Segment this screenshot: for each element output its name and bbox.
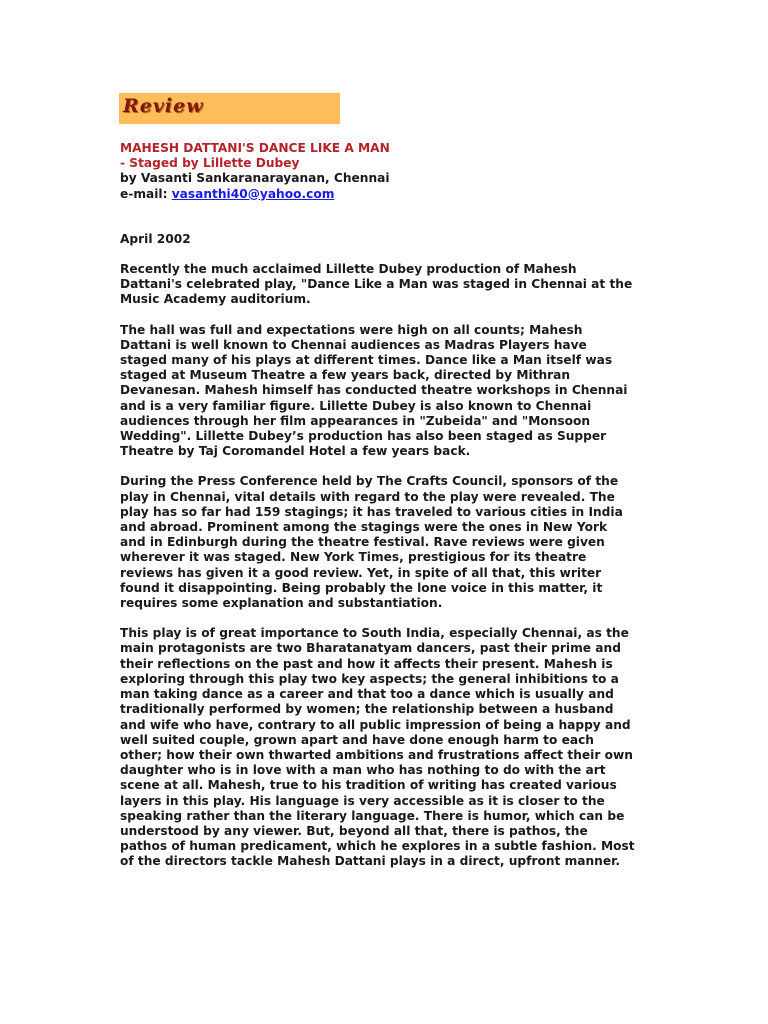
paragraph-line: and wife who have, contrary to all public impression of being a happy and [120, 717, 631, 732]
paragraph-line: well suited couple, grown apart and have done enough harm to each [120, 732, 594, 747]
paragraph-line: traditionally performed by women; the relationship between a husband [120, 702, 614, 717]
paragraph-line: play in Chennai, vital details with regard to the play were revealed. The [120, 489, 615, 504]
paragraph-line: Music Academy auditorium. [120, 292, 311, 307]
paragraph-2 [120, 323, 660, 460]
paragraph-line: wherever it was staged. New York Times, prestigious for its theatre [120, 550, 587, 565]
article-subtitle: - Staged by Lillette Dubey [120, 156, 300, 171]
paragraph-line: During the Press Conference held by The Crafts Council, sponsors of the [120, 474, 619, 489]
paragraph-line: audiences through her film appearances in "Zubeida" and "Monsoon [120, 413, 591, 428]
paragraph-line: Devanesan. Mahesh himself has conducted theatre workshops in Chennai [120, 383, 628, 398]
article-byline: by Vasanti Sankaranarayanan, Chennai [120, 171, 390, 186]
article-body [120, 141, 660, 870]
paragraph-4 [120, 626, 660, 869]
review-banner-label: Review [123, 95, 204, 117]
paragraph-line: their reflections on the past and how it affects their present. Mahesh is [120, 656, 613, 671]
article-title: MAHESH DATTANI'S DANCE LIKE A MAN [120, 141, 390, 155]
spacer [120, 308, 660, 323]
paragraph-line: and abroad. Prominent among the stagings were the ones in New York [120, 520, 608, 535]
paragraph-line: requires some explanation and substantiation. [120, 596, 443, 611]
paragraph-line: understood by any viewer. But, beyond all that, there is pathos, the [120, 823, 588, 838]
paragraph-line: Theatre by Taj Coromandel Hotel a few years back. [120, 444, 471, 459]
paragraph-line: man taking dance as a career and that too a dance which is usually and [120, 687, 614, 702]
paragraph-line: and in Edinburgh during the theatre festival. Rave reviews were given [120, 535, 605, 550]
paragraph-line: staged at Museum Theatre a few years back, directed by Mithran [120, 368, 571, 383]
paragraph-line: play has so far had 159 stagings; it has traveled to various cities in India [120, 504, 623, 519]
paragraph-line: layers in this play. His language is very accessible as it is closer to the [120, 793, 605, 808]
paragraph-line: of the directors tackle Mahesh Dattani plays in a direct, upfront manner. [120, 854, 621, 869]
paragraph-line: Recently the much acclaimed Lillette Dubey production of Mahesh [120, 262, 577, 277]
paragraph-line: scene at all. Mahesh, true to his tradition of writing has created various [120, 778, 617, 793]
paragraph-line: Dattani is well known to Chennai audiences as Madras Players have [120, 337, 587, 352]
paragraph-line: Dattani's celebrated play, "Dance Like a Man was staged in Chennai at the [120, 277, 633, 292]
paragraph-line: reviews has given it a good review. Yet, in spite of all that, this writer [120, 565, 602, 580]
paragraph-line: This play is of great importance to South India, especially Chennai, as the [120, 626, 629, 641]
paragraph-3 [120, 474, 660, 611]
email-line [120, 187, 660, 202]
review-banner [119, 93, 340, 124]
paragraph-line: staged many of his plays at different times. Dance like a Man itself was [120, 353, 613, 368]
paragraph-line: exploring through this play two key aspects; the general inhibitions to a [120, 671, 619, 686]
email-label: e-mail: [120, 186, 172, 201]
paragraph-line: main protagonists are two Bharatanatyam dancers, past their prime and [120, 641, 621, 656]
spacer [120, 459, 660, 474]
paragraph-line: and is a very familiar figure. Lillette Dubey is also known to Chennai [120, 398, 592, 413]
paragraph-line: speaking rather than the literary language. There is humor, which can be [120, 808, 625, 823]
spacer [120, 611, 660, 626]
paragraph-line: Wedding". Lillette Dubey’s production has also been staged as Supper [120, 429, 607, 444]
article-date: April 2002 [120, 231, 191, 246]
email-link[interactable]: vasanthi40@yahoo.com [171, 186, 335, 201]
paragraph-line: found it disappointing. Being probably the lone voice in this matter, it [120, 580, 603, 595]
paragraph-1 [120, 262, 660, 308]
paragraph-line: other; how their own thwarted ambitions and frustrations affect their own [120, 747, 633, 762]
paragraph-line: daughter who is in love with a man who has nothing to do with the art [120, 763, 606, 778]
paragraph-line: pathos of human predicament, which he explores in a subtle fashion. Most [120, 839, 635, 854]
paragraph-line: The hall was full and expectations were high on all counts; Mahesh [120, 322, 583, 337]
spacer [120, 202, 660, 232]
spacer [120, 247, 660, 262]
